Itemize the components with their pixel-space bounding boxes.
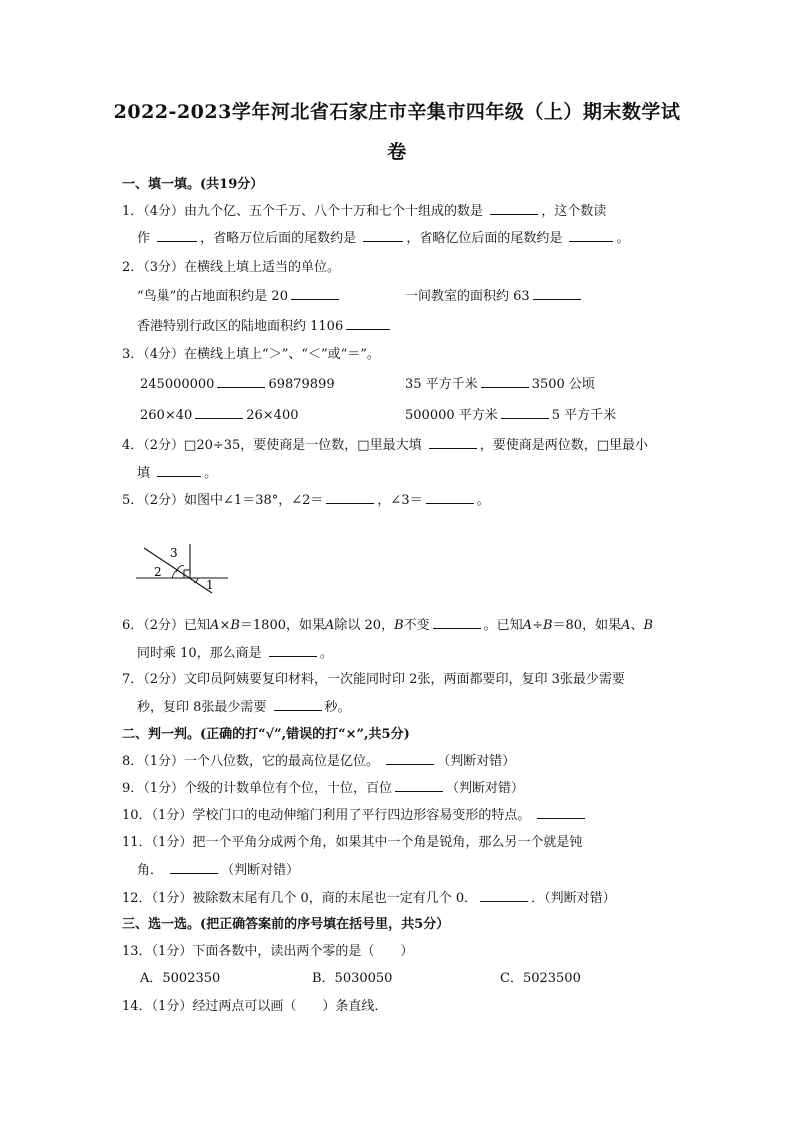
q3-d-right: 5 平方千米 (551, 408, 617, 423)
q6-var-a2: A (325, 618, 335, 633)
q6-t2: × (219, 618, 231, 633)
angle-label-3: 3 (170, 546, 178, 560)
q13-option-c[interactable]: C．5023500 (500, 971, 581, 986)
q4-blank-1[interactable] (429, 436, 477, 449)
q10-blank[interactable] (537, 806, 585, 819)
q7-text-b: 秒，复印 8张最少需要 (137, 700, 267, 715)
q1-blank-2[interactable] (157, 229, 197, 242)
q3-d-left: 500000 平方米 (405, 408, 498, 423)
q3-b-left: 35 平方千米 (405, 377, 478, 392)
question-11-line1: 11．（1分）把一个平角分成两个角，如果其中一个角是锐角，那么另一个就是钝 (122, 835, 583, 850)
q6-var-a4: A (621, 618, 631, 633)
q6-blank-1[interactable] (433, 616, 481, 629)
q13-option-a[interactable]: A．5002350 (140, 971, 221, 986)
q6-t6: 。已知 (483, 618, 523, 633)
question-3-item-b (405, 375, 595, 394)
angle-1-arc (194, 578, 198, 583)
q6-t3: ＝1800，如果 (239, 618, 325, 633)
section-3-heading: 三、选一选。(把正确答案前的序号填在括号里，共5分） (122, 917, 450, 932)
q3-blank-a[interactable] (217, 375, 265, 388)
q6-t5: 不变 (403, 618, 430, 633)
q11-text-b: 角． (137, 863, 164, 878)
question-9 (122, 779, 524, 798)
q5-text-a: 5．（2分）如图中∠1＝38°，∠2＝ (122, 493, 324, 508)
q6-t7: ÷ (532, 618, 543, 633)
q2-blank-3[interactable] (346, 317, 390, 330)
question-3-item-d (405, 406, 616, 425)
q6-var-a1: A (210, 618, 220, 633)
q6-var-b2: B (394, 618, 404, 633)
q6-var-b3: B (542, 618, 553, 633)
q6-t11: 。 (319, 646, 333, 661)
q1-blank-3[interactable] (363, 229, 403, 242)
question-7-line1: 7．（2分）文印员阿姨要复印材料，一次能同时印 2张，两面都要印，复印 3张最少需要 (122, 672, 625, 687)
q1-text-f: 。 (616, 231, 630, 246)
q3-b-right: 3500 公顷 (531, 377, 595, 392)
q3-blank-d[interactable] (501, 406, 549, 419)
q6-var-b1: B (230, 618, 240, 633)
q1-text-c: 作 (137, 231, 151, 246)
q6-t1: 6．（2分）已知 (122, 618, 211, 633)
q7-text-c: 秒。 (324, 700, 351, 715)
q4-blank-2[interactable] (157, 464, 201, 477)
q4-text-b: ，要使商是两位数，□里最小 (479, 438, 649, 453)
q1-blank-1[interactable] (490, 202, 538, 215)
question-10 (122, 806, 588, 825)
angle-figure (136, 540, 232, 596)
q9-blank[interactable] (395, 779, 443, 792)
question-2-item-c (137, 317, 393, 336)
q3-blank-b[interactable] (481, 375, 529, 388)
q2-blank-2[interactable] (533, 287, 581, 300)
q6-t8: ＝80，如果 (552, 618, 622, 633)
q6-t4: 除以 20， (334, 618, 395, 633)
q6-t9: 、 (630, 618, 644, 633)
q6-t10: 同时乘 10，那么商是 (137, 646, 262, 661)
q3-a-right: 69879899 (268, 377, 335, 392)
q11-text-c: （判断对错） (221, 863, 300, 878)
question-6-line1 (122, 616, 653, 635)
question-2-item-a (137, 287, 342, 306)
q6-blank-2[interactable] (269, 644, 317, 657)
question-4-line1 (122, 436, 648, 455)
q8-text-b: （判断对错） (437, 754, 516, 769)
angle-label-1: 1 (206, 578, 214, 592)
section-1-heading: 一、填一填。(共19分） (122, 177, 264, 192)
q5-text-c: 。 (476, 493, 490, 508)
q3-a-left: 245000000 (140, 377, 215, 392)
question-12 (122, 889, 616, 908)
q5-blank-1[interactable] (326, 491, 374, 504)
q5-blank-2[interactable] (426, 491, 474, 504)
q1-text-a: 1．（4分）由九个亿、五个千万、八个十万和七个十组成的数是 (122, 204, 484, 219)
q13-option-b[interactable]: B．5030050 (312, 971, 393, 986)
question-3-stem: 3．（4分）在横线上填上“＞”、“＜”或“＝”。 (122, 347, 380, 362)
q2-blank-1[interactable] (291, 287, 339, 300)
q8-blank[interactable] (386, 752, 434, 765)
question-3-item-c (140, 406, 299, 425)
angle-2-arc (172, 570, 178, 578)
angle-label-2: 2 (154, 565, 162, 579)
question-1-line2 (137, 229, 629, 248)
q4-text-d: 。 (204, 466, 218, 481)
q9-text-a: 9．（1分）个级的计数单位有个位，十位，百位 (122, 781, 393, 796)
q7-blank-1[interactable] (274, 698, 322, 711)
q3-blank-c[interactable] (195, 406, 243, 419)
question-1-line1 (122, 202, 606, 221)
q1-text-b: ，这个数读 (541, 204, 607, 219)
q8-text-a: 8．（1分）一个八位数，它的最高位是亿位。 (122, 754, 380, 769)
question-3-item-a (140, 375, 335, 394)
exam-title-line1: 2022-2023学年河北省石家庄市辛集市四年级（上）期末数学试 (113, 101, 681, 123)
q6-var-a3: A (522, 618, 533, 633)
q5-text-b: ，∠3＝ (377, 493, 423, 508)
q3-c-left: 260×40 (140, 408, 193, 423)
q1-blank-4[interactable] (569, 229, 613, 242)
q2-text-c: 香港特别行政区的陆地面积约 1106 (137, 319, 344, 334)
question-4-line2 (137, 464, 217, 483)
question-13-stem: 13．（1分）下面各数中，读出两个零的是（ ） (122, 944, 414, 959)
q12-text-a: 12．（1分）被除数末尾有几个 0，商的末尾也一定有几个 0． (122, 891, 478, 906)
angle-3-arc (176, 566, 184, 572)
q2-text-b: 一间教室的面积约 63 (405, 289, 530, 304)
question-6-line2 (137, 644, 333, 663)
q10-text-a: 10．（1分）学校门口的电动伸缩门利用了平行四边形容易变形的特点。 (122, 808, 531, 823)
q12-blank[interactable] (480, 889, 528, 902)
q1-text-d: ，省略万位后面的尾数约是 (200, 231, 357, 246)
question-2-stem: 2．（3分）在横线上填上适当的单位。 (122, 260, 341, 275)
q4-text-c: 填 (137, 466, 151, 481)
q9-text-b: （判断对错） (446, 781, 525, 796)
question-2-item-b (405, 287, 584, 306)
question-14-stem: 14．（1分）经过两点可以画（ ）条直线． (122, 999, 388, 1014)
q11-blank[interactable] (170, 861, 218, 874)
q2-text-a: “鸟巢”的占地面积约是 20 (137, 289, 288, 304)
q1-text-e: ，省略亿位后面的尾数约是 (406, 231, 563, 246)
q12-text-b: ．（判断对错） (531, 891, 616, 906)
question-11-line2 (137, 861, 299, 880)
question-5-stem (122, 491, 490, 510)
q3-c-right: 26×400 (246, 408, 299, 423)
question-7-line2 (137, 698, 351, 717)
question-8 (122, 752, 515, 771)
q4-text-a: 4．（2分）□20÷35，要使商是一位数，□里最大填 (122, 438, 422, 453)
q6-var-b4: B (643, 618, 654, 633)
section-2-heading: 二、判一判。(正确的打“√”,错误的打“×”,共5分) (122, 727, 410, 742)
exam-title-line2: 卷 (387, 141, 407, 163)
